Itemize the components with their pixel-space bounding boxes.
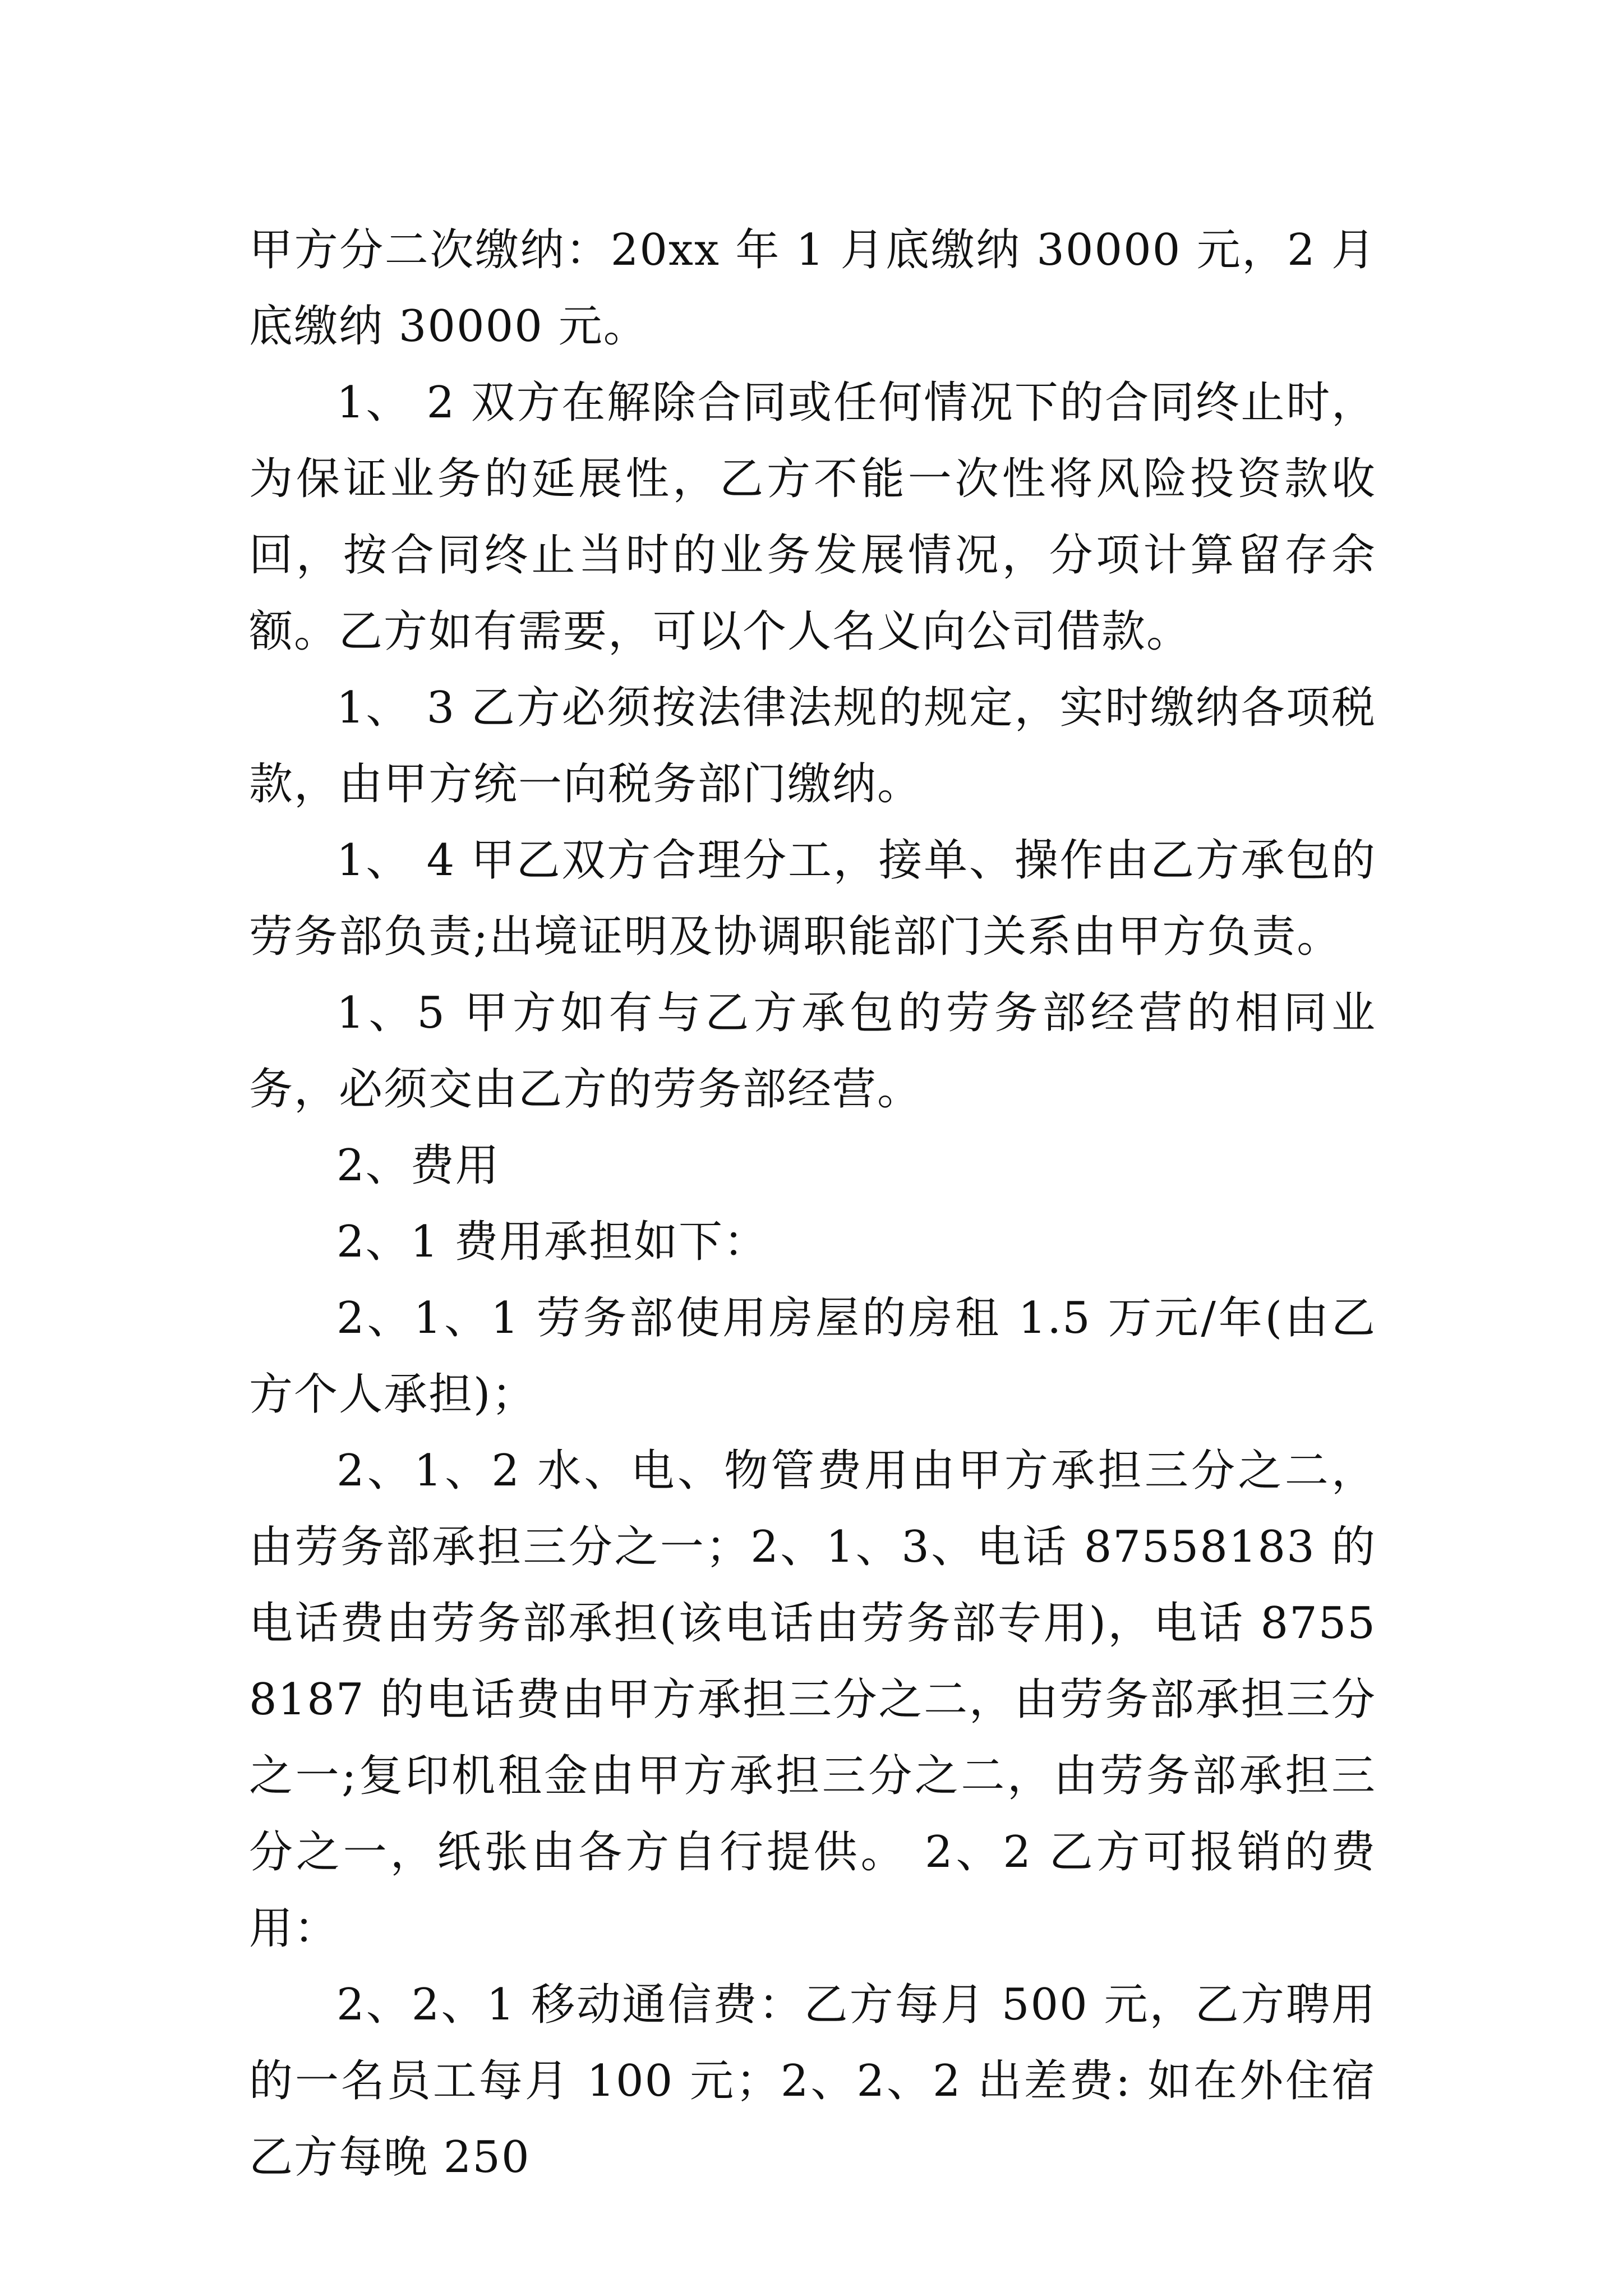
- paragraph-8: 2、1、1 劳务部使用房屋的房租 1.5 万元/年(由乙方个人承担)；: [249, 1293, 1376, 1420]
- paragraph-5: 1、5 甲方如有与乙方承包的劳务部经营的相同业务，必须交由乙方的劳务部经营。: [249, 988, 1376, 1115]
- paragraph-9: 2、1、2 水、电、物管费用由甲方承担三分之二，由劳务部承担三分之一；2、1、3、电话 87558183 的电话费由劳务部承担(该电话由劳务部专用)，电话 87558187 的电话费由甲方承担三分之二，由劳务部承担三分之一;复印机租金由甲方承担三分之二，由劳务部承担三分之一，纸张由各方自行提供。 2、2 乙方可报销的费用：: [249, 1446, 1376, 1954]
- paragraph-2: 1、 2 双方在解除合同或任何情况下的合同终止时，为保证业务的延展性，乙方不能一次性将风险投资款收回，按合同终止当时的业务发展情况，分项计算留存余额。乙方如有需要，可以个人名义向公司借款。: [249, 378, 1376, 657]
- paragraph-7: 2、1 费用承担如下：: [336, 1217, 769, 1267]
- paragraph-3: 1、 3 乙方必须按法律法规的规定，实时缴纳各项税款，由甲方统一向税务部门缴纳。: [249, 683, 1376, 809]
- section-heading-fees: 2、费用: [336, 1140, 500, 1191]
- paragraph-4: 1、 4 甲乙双方合理分工，接单、操作由乙方承包的劳务部负责;出境证明及协调职能部门关系由甲方负责。: [249, 835, 1376, 962]
- document-body: [249, 212, 1376, 2196]
- paragraph-10: 2、2、1 移动通信费：乙方每月 500 元，乙方聘用的一名员工每月 100 元；2、2、2 出差费: 如在外住宿乙方每晚 250: [249, 1980, 1376, 2183]
- paragraph-1: 甲方分二次缴纳：20xx 年 1 月底缴纳 30000 元，2 月底缴纳 30000 元。: [249, 225, 1376, 352]
